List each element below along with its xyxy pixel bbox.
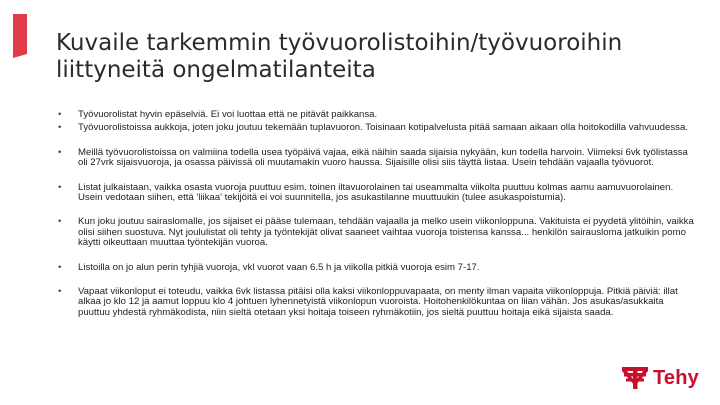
slide-title-line-2: liittyneitä ongelmatilanteita	[56, 57, 376, 83]
tehy-logo-icon	[622, 366, 648, 390]
bullet-item: • Listoilla on jo alun perin tyhjiä vuoroja, vkl vuorot vaan 6.5 h ja viikolla pitkiä vuoroja esim 7-17.	[58, 263, 698, 273]
bullet-item: • Työvuorolistoissa aukkoja, joten joku joutuu tekemään tuplavuoron. Toisinaan kotipalvelusta pitää samaan aikaan olla hoitokodilla vahvuudessa.	[58, 123, 698, 133]
bullet-list	[58, 110, 698, 318]
bullet-item: • Vapaat viikonloput ei toteudu, vaikka 6vk listassa pitäisi olla kaksi viikonloppuvapaata, on menty ilman vapaita viikonloppuja. Pitkiä päiviä: illat alkaa jo klo 12 ja aamut loppuu klo 4 johtuen lyhennetyistä viikonlopun vuoroista. Hoitohenkilökuntaa on liian vähän. Jos asukas/asukkaita puuttuu yhdestä ryhmäkodista, niin sieltä otetaan yksi hoitaja toiseen ryhmäkotiin, jos sieltä puuttuu hoitaja eikä sijaista saada.	[58, 287, 698, 318]
bullet-item: • Listat julkaistaan, vaikka osasta vuoroja puuttuu esim. toinen iltavuorolainen tai useammalta viikolta puuttuu kolmas aamu aamuvuorolainen. Usein vedotaan siihen, että 'liikaa' tekijöitä ei voi suunnitella, jos asukastilanne muuttuukin (tulee asukaspoistumia).	[58, 183, 698, 204]
tehy-logo-text: Tehy	[653, 366, 699, 389]
slide-title-line-1: Kuvaile tarkemmin työvuorolistoihin/työvuoroihin	[56, 30, 623, 56]
bullet-item: • Kun joku joutuu sairaslomalle, jos sijaiset ei pääse tulemaan, tehdään vajaalla ja melko usein viikonloppuna. Vakituista ei pyydetä ylitöihin, vaikka olisi siihen suostuva. Nyt joululistat oli tehty ja työntekijät olivat saaneet vaihtaa vuoroja toistensa kanssa... henkilön sairausloma jatkuikin pomo käytti oikeuttaan muuttaa työntekijän vuoroa.	[58, 217, 698, 248]
tehy-logo	[622, 366, 699, 390]
bullet-item: • Meillä työvuorolistoissa on valmiina todella usea työpäivä vajaa, eikä näihin saada sijaisia nykyään, kun todella harvoin. Viimeksi 6vk työlistassa oli 27vrk sijaisvuoroja, ja osassa päivissä oli muutamakin vuoro haussa. Sijaisille olisi siis täyttä listaa. Usein tehdään vajaalla työvuorot.	[58, 148, 698, 169]
bullet-item: • Työvuorolistat hyvin epäselviä. Ei voi luottaa että ne pitävät paikkansa.	[58, 110, 698, 120]
red-corner-mark-icon	[13, 14, 27, 58]
slide-title	[56, 30, 696, 84]
